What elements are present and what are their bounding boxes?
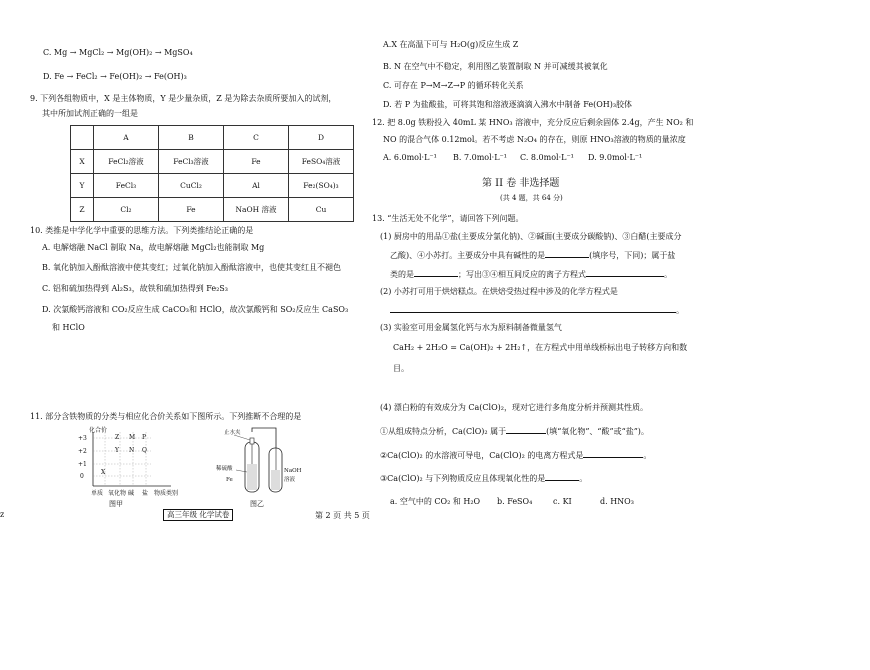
- xtick-label: 单质: [91, 490, 104, 497]
- table-cell: Fe: [159, 198, 224, 222]
- footer-left-mark: z: [0, 510, 5, 519]
- table-cell: [71, 126, 94, 150]
- q12-option-d: D. 9.0mol·L⁻¹: [588, 153, 643, 162]
- q9-stem: 9. 下列各组物质中，X 是主体物质，Y 是少量杂质，Z 是为除去杂质所要加入的试剂，: [30, 94, 337, 103]
- q13-part4-b: [380, 449, 651, 461]
- q13-part1-line3-mid: ；写出③④相互间反应的离子方程式: [458, 270, 586, 279]
- figure-yi: [214, 424, 304, 508]
- q13-part4-c-text: ③Ca(ClO)₂ 与下列物质反应且体现氧化性的是: [380, 474, 546, 483]
- xtick-label: 氧化物: [108, 490, 127, 497]
- figure-jia-caption: 图甲: [109, 500, 123, 508]
- period: 。: [676, 306, 684, 315]
- q13-part1-line3: [390, 268, 672, 280]
- answer-blank[interactable]: [583, 449, 643, 458]
- table-cell: NaOH 溶液: [224, 198, 289, 222]
- ytick-label: +1: [78, 461, 87, 468]
- point-n-label: N: [129, 447, 135, 454]
- footer-title-box: 高三年级 化学试卷: [163, 509, 233, 521]
- table-cell: Fe: [224, 150, 289, 174]
- section-title: 第 II 卷 非选择题: [482, 178, 560, 189]
- q13-part2: (2) 小苏打可用于烘焙糕点。在烘焙受热过程中涉及的化学方程式是: [380, 287, 618, 296]
- table-cell: Fe₂(SO₄)₃: [289, 174, 354, 198]
- q13-part3-line3: 目。: [393, 364, 409, 373]
- q13-part4-c: [380, 472, 587, 484]
- q13-part1-line2-tail: (填序号，下同)；属于盐: [589, 251, 676, 260]
- table-cell: FeCl₃溶液: [159, 150, 224, 174]
- q10-option-d-cont: 和 HClO: [52, 323, 85, 332]
- answer-blank[interactable]: [545, 472, 579, 481]
- answer-blank[interactable]: [545, 249, 589, 258]
- table-cell: FeSO₄溶液: [289, 150, 354, 174]
- q13-stem: 13. “生活无处不化学”，请回答下列问题。: [372, 214, 524, 223]
- q13-part4-b-text: ②Ca(ClO)₂ 的水溶液可导电，Ca(ClO)₂ 的电离方程式是: [380, 451, 584, 460]
- q13-part4-a: [380, 425, 649, 437]
- table-row-header: Y: [71, 174, 94, 198]
- ytick-label: 0: [80, 473, 84, 480]
- q9-stem-2: 其中所加试剂正确的一组是: [42, 109, 138, 118]
- xtick-label: 物质类别: [154, 490, 179, 497]
- label-solution: 溶液: [284, 477, 296, 483]
- point-x-label: X: [101, 469, 106, 476]
- point-q-label: Q: [142, 447, 147, 454]
- point-m-label: M: [129, 434, 136, 441]
- q12-option-b: B. 7.0mol·L⁻¹: [453, 153, 507, 162]
- q12-stem: 12. 把 8.0g 铁粉投入 40mL 某 HNO₃ 溶液中，充分反应后剩余固体 2.4g，产生 NO₂ 和: [372, 118, 694, 127]
- q13-part4-option-a: a. 空气中的 CO₂ 和 H₂O: [390, 497, 481, 506]
- section-subtitle: (共 4 题，共 64 分): [500, 194, 563, 202]
- q9-options-table: [70, 125, 354, 222]
- q13-part1-line3-text: 类的是: [390, 270, 414, 279]
- table-cell: Al: [224, 174, 289, 198]
- figure-jia-ylabel: 化合价: [89, 427, 108, 434]
- footer-page-number: 第 2 页 共 5 页: [315, 511, 370, 520]
- point-z-label: Z: [115, 434, 120, 441]
- table-cell: CuCl₂: [159, 174, 224, 198]
- table-header-cell: B: [159, 126, 224, 150]
- q13-part4-option-c: c. KI: [553, 497, 572, 506]
- q13-part4-option-b: b. FeSO₄: [497, 497, 533, 506]
- q13-part1-line1: (1) 厨房中的用品①盐(主要成分氯化钠)、②碱面(主要成分碳酸钠)、③白醋(主要成分: [380, 232, 682, 241]
- xtick-label: 碱: [128, 490, 135, 497]
- q13-part3-line2: [393, 342, 687, 353]
- q8-option-d: D. Fe → FeCl₂ → Fe(OH)₂ → Fe(OH)₃: [43, 72, 187, 81]
- answer-blank[interactable]: [414, 268, 458, 277]
- q12-option-c: C. 8.0mol·L⁻¹: [520, 153, 574, 162]
- q10-option-b: B. 氧化钠加入酚酞溶液中使其变红；过氧化钠加入酚酞溶液中，也使其变红且不褪色: [42, 263, 341, 272]
- q11-option-b: B. N 在空气中不稳定，利用图乙装置制取 N 并可减缓其被氧化: [383, 62, 608, 71]
- table-row-header: Z: [71, 198, 94, 222]
- q13-part4: (4) 漂白粉的有效成分为 Ca(ClO)₂，现对它进行多角度分析并预测其性质。: [380, 403, 648, 412]
- label-fe: Fe: [226, 477, 233, 483]
- ytick-label: +2: [78, 448, 87, 455]
- q13-part2-answer-line[interactable]: [390, 304, 684, 316]
- q13-part1-line2-text: 乙酸)、④小苏打。主要成分中具有碱性的是: [390, 251, 546, 260]
- q12-stem-2: NO 的混合气体 0.12mol。若不考虑 N₂O₄ 的存在，则原 HNO₃溶液的物质的量浓度: [383, 135, 686, 144]
- ytick-label: +3: [78, 435, 87, 442]
- label-naoh: NaOH: [284, 468, 302, 474]
- label-dilute-acid: 稀硫酸: [216, 466, 233, 472]
- answer-blank[interactable]: [586, 268, 664, 277]
- q12-option-a: A. 6.0mol·L⁻¹: [383, 153, 437, 162]
- q13-part4-a-text: ①从组成特点分析，Ca(ClO)₂ 属于: [380, 427, 507, 436]
- q8-option-c: C. Mg → MgCl₂ → Mg(OH)₂ → MgSO₄: [43, 48, 193, 57]
- q13-part4-option-d: d. HNO₃: [600, 497, 634, 506]
- period: 。: [579, 474, 588, 483]
- q13-part4-a-tail: (填“氧化物”、“酸”或“盐”)。: [546, 427, 649, 436]
- table-header-cell: D: [289, 126, 354, 150]
- table-row: [71, 174, 354, 198]
- q13-part3-equation: CaH₂ + 2H₂O = Ca(OH)₂ + 2H₂↑: [393, 343, 528, 352]
- table-cell: Cu: [289, 198, 354, 222]
- table-cell: Cl₂: [94, 198, 159, 222]
- q11-option-d: D. 若 P 为盐酸盐，可将其饱和溶液逐滴滴入沸水中制备 Fe(OH)₃胶体: [383, 100, 633, 109]
- point-p-label: P: [142, 434, 147, 441]
- figure-yi-caption: 图乙: [250, 500, 264, 508]
- q13-part3-instruction: ，在方程式中用单线桥标出电子转移方向和数: [527, 343, 688, 352]
- figure-jia: [76, 424, 186, 508]
- q10-stem: 10. 类推是中学化学中重要的思维方法。下列类推结论正确的是: [30, 226, 254, 235]
- q11-option-a: A.X 在高温下可与 H₂O(g)反应生成 Z: [383, 40, 519, 49]
- period: 。: [664, 270, 672, 279]
- label-stopper-clamp: 止水夹: [224, 430, 241, 436]
- q10-option-a: A. 电解熔融 NaCl 制取 Na，故电解熔融 MgCl₂也能制取 Mg: [42, 243, 265, 252]
- q13-part3-line1: (3) 实验室可用金属氢化钙与水为原料制备微量氢气: [380, 323, 562, 332]
- table-row: [71, 198, 354, 222]
- xtick-label: 盐: [142, 490, 149, 497]
- answer-blank[interactable]: [506, 425, 546, 434]
- table-cell: FeCl₂溶液: [94, 150, 159, 174]
- q10-option-d: D. 次氯酸钙溶液和 CO₂反应生成 CaCO₃和 HClO，故次氯酸钙和 SO₂反应生 CaSO₃: [42, 305, 349, 314]
- table-header-cell: C: [224, 126, 289, 150]
- table-cell: FeCl₃: [94, 174, 159, 198]
- table-header-row: [71, 126, 354, 150]
- period: 。: [643, 451, 652, 460]
- table-header-cell: A: [94, 126, 159, 150]
- table-row: [71, 150, 354, 174]
- table-row-header: X: [71, 150, 94, 174]
- answer-blank[interactable]: [390, 304, 676, 313]
- q11-stem: 11. 部分含铁物质的分类与相应化合价关系如下图所示。下列推断不合理的是: [30, 412, 302, 421]
- q10-option-c: C. 铝和硫加热得到 Al₂S₃，故铁和硫加热得到 Fe₂S₃: [42, 284, 228, 293]
- q13-part1-line2: [390, 249, 675, 261]
- q11-option-c: C. 可存在 P→M→Z→P 的循环转化关系: [383, 81, 524, 90]
- point-y-label: Y: [115, 447, 119, 454]
